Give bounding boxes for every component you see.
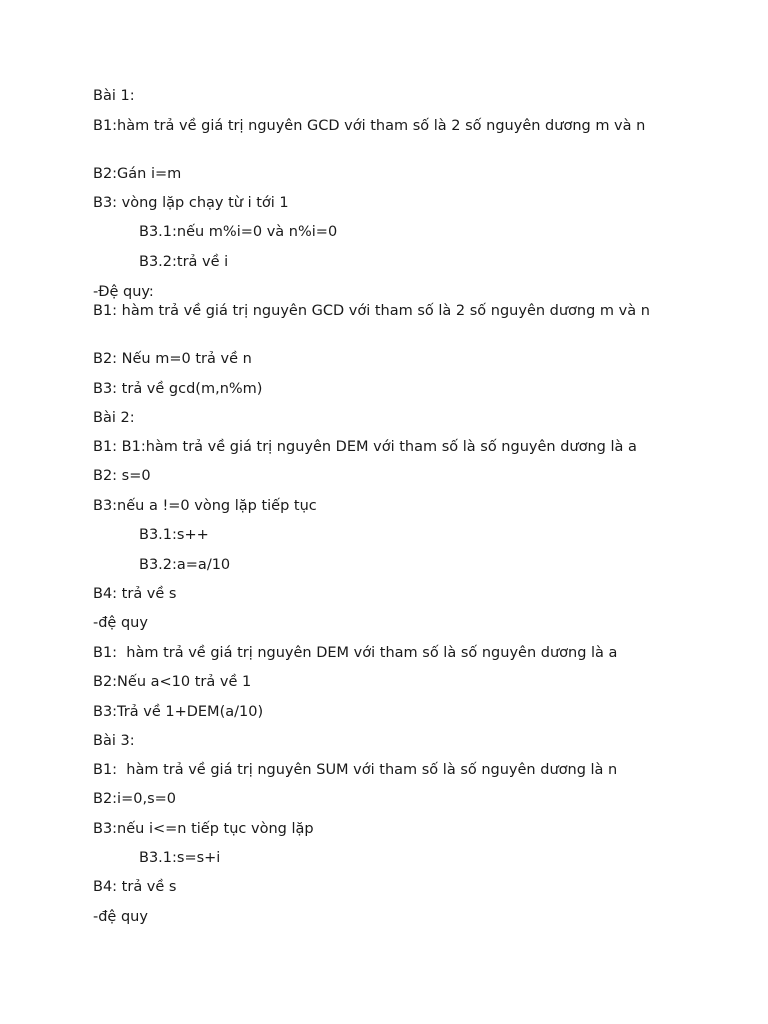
- step-b4-return-sum: B4: trả về s: [93, 879, 177, 895]
- step-b3-1-increment: B3.1:s++: [139, 527, 209, 543]
- heading-bai-3: Bài 3:: [93, 733, 135, 749]
- heading-recursion-3: -đệ quy: [93, 909, 148, 925]
- step-b1-gcd-recursive: B1: hàm trả về giá trị nguyên GCD với tham số là 2 số nguyên dương m và n: [93, 303, 650, 319]
- step-b3-1-condition: B3.1:nếu m%i=0 và n%i=0: [139, 224, 338, 240]
- step-b2-init-sum: B2:i=0,s=0: [93, 791, 176, 807]
- step-b4-return: B4: trả về s: [93, 586, 177, 602]
- heading-recursion-2: -đệ quy: [93, 615, 148, 631]
- step-b3-recursive-call: B3: trả về gcd(m,n%m): [93, 381, 263, 397]
- step-b3-loop: B3: vòng lặp chạy từ i tới 1: [93, 195, 289, 211]
- step-b2-assign: B2:Gán i=m: [93, 166, 182, 182]
- step-b1-dem-recursive: B1: hàm trả về giá trị nguyên DEM với tham số là số nguyên dương là a: [93, 645, 618, 661]
- step-b3-1-accumulate: B3.1:s=s+i: [139, 850, 221, 866]
- heading-bai-2: Bài 2:: [93, 410, 135, 426]
- step-b1-dem: B1: B1:hàm trả về giá trị nguyên DEM với tham số là số nguyên dương là a: [93, 439, 637, 455]
- step-b2-base-case-dem: B2:Nếu a<10 trả về 1: [93, 674, 252, 690]
- step-b1-sum: B1: hàm trả về giá trị nguyên SUM với tham số là số nguyên dương là n: [93, 762, 618, 778]
- step-b2-base-case: B2: Nếu m=0 trả về n: [93, 351, 252, 367]
- step-b1-gcd: B1:hàm trả về giá trị nguyên GCD với tham số là 2 số nguyên dương m và n: [93, 118, 646, 134]
- step-b3-while-sum: B3:nếu i<=n tiếp tục vòng lặp: [93, 821, 314, 837]
- step-b3-2-divide: B3.2:a=a/10: [139, 557, 231, 573]
- step-b3-recursive-dem: B3:Trả về 1+DEM(a/10): [93, 704, 264, 720]
- step-b3-while: B3:nếu a !=0 vòng lặp tiếp tục: [93, 498, 317, 514]
- heading-recursion-1: -Đệ quy:: [93, 284, 154, 300]
- step-b2-init: B2: s=0: [93, 468, 151, 484]
- heading-bai-1: Bài 1:: [93, 88, 135, 104]
- step-b3-2-return: B3.2:trả về i: [139, 254, 229, 270]
